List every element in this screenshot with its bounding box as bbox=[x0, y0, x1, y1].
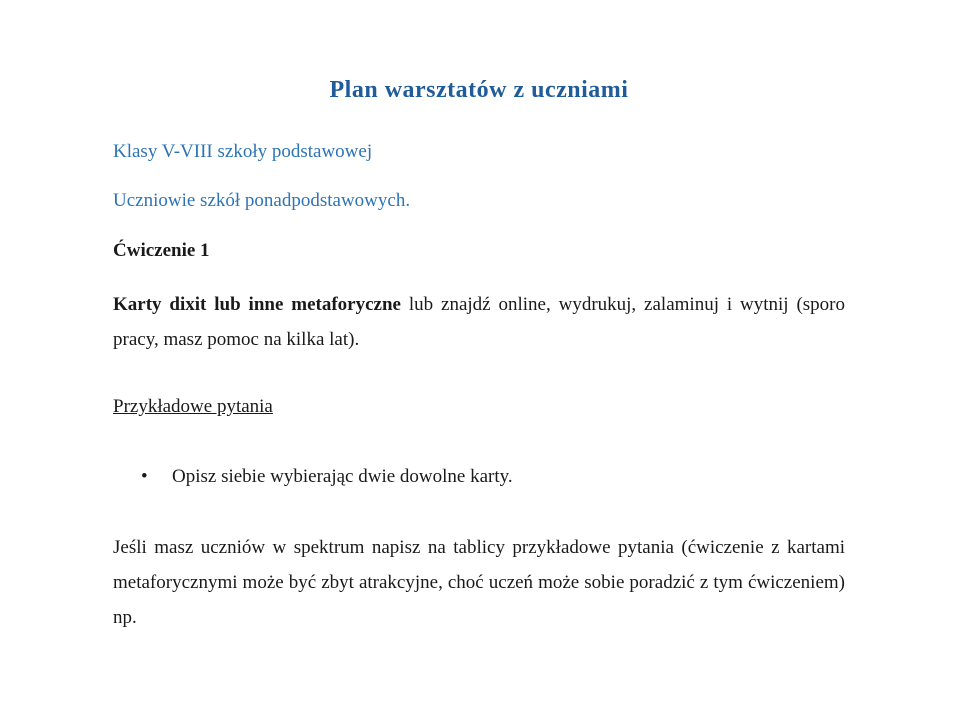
example-questions-list bbox=[113, 459, 845, 494]
questions-heading: Przykładowe pytania bbox=[113, 396, 273, 417]
exercise-heading: Ćwiczenie 1 bbox=[113, 240, 210, 261]
note-paragraph: Jeśli masz uczniów w spektrum napisz na tablicy przykładowe pytania (ćwiczenie z kartami metaforycznymi może być zbyt atrakcyjne, choć uczeń może sobie poradzić z tym ćwiczeniem) np. bbox=[113, 537, 845, 628]
materials-bold-lead: Karty dixit lub inne metaforyczne bbox=[113, 294, 401, 315]
questions-heading-row bbox=[113, 389, 845, 424]
audience-line-secondary-school: Uczniowie szkół ponadpodstawowych. bbox=[113, 190, 411, 211]
list-item-text: Opisz siebie wybierając dwie dowolne karty. bbox=[172, 466, 513, 487]
document-title: Plan warsztatów z uczniami bbox=[329, 77, 629, 103]
list-item bbox=[113, 459, 845, 494]
materials-paragraph bbox=[113, 287, 845, 357]
bullet-icon: • bbox=[141, 466, 148, 487]
audience-line-primary-school: Klasy V-VIII szkoły podstawowej bbox=[113, 141, 373, 162]
materials-rest-text: lub znajdź online, wydrukuj, zalaminuj i wytnij (sporo pracy, masz pomoc na kilka lat). bbox=[113, 294, 845, 350]
